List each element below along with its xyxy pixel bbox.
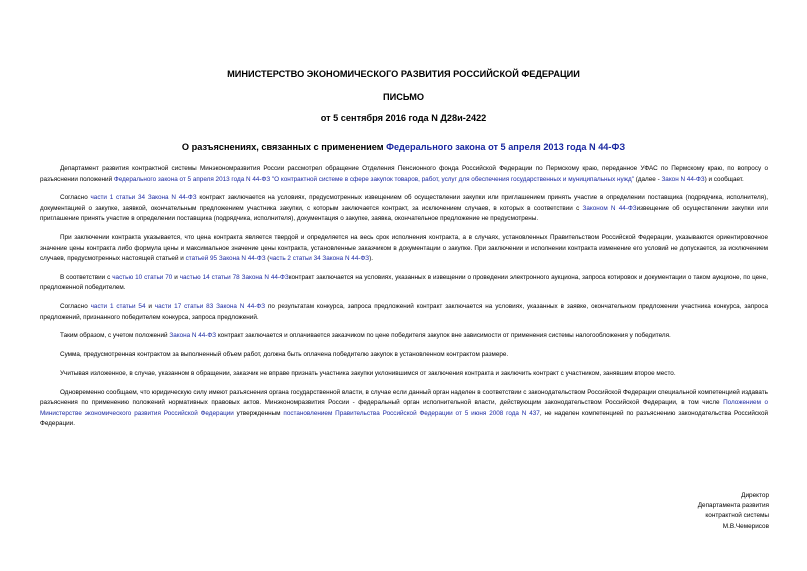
text: ) и сообщает. <box>704 175 744 183</box>
document-type: ПИСЬМО <box>382 92 425 102</box>
document-date-number: от 5 сентября 2016 года N Д28и-2422 <box>320 113 487 123</box>
signature-department: Департамента развития <box>697 502 769 510</box>
text: Согласно <box>60 194 91 202</box>
text: (далее - <box>633 175 662 183</box>
signature-department-cont: контрактной системы <box>705 512 769 520</box>
law-link[interactable]: Законом N 44-ФЗ <box>582 204 637 212</box>
law-link[interactable]: статьей 95 Закона N 44-ФЗ <box>185 255 266 263</box>
text: и <box>172 273 180 281</box>
paragraph-2 <box>40 193 768 225</box>
paragraph-9 <box>40 388 768 430</box>
text: и <box>145 303 155 311</box>
text: ( <box>265 255 270 263</box>
paragraph-8: Учитывая изложенное, в случае, указанном в обращении, заказчик не вправе признать участника закупки уклонившимся от заключения контракта и заключить контракт с участником, занявшим второе место. <box>60 370 676 378</box>
signature-name: М.В.Чемерисов <box>722 522 769 530</box>
subject-text: О разъяснениях, связанных с применением <box>181 142 387 152</box>
signature-block <box>698 491 769 532</box>
subject-law-link[interactable]: Федерального закона от 5 апреля 2013 года N 44-ФЗ <box>386 142 626 152</box>
text: ). <box>369 255 374 263</box>
text: Согласно <box>60 303 91 311</box>
text: контракт заключается на условиях, предусмотренных извещением об осуществлении закупки или приглашением принять участие в определении поставщика (подрядчика, исполнителя), документацией о закупке, заявкой, окончательным предложением участника закупки, с которым заключается контракт, за исключением случаев, в которых в соответствии с <box>40 194 768 212</box>
law-link[interactable]: Закона N 44-ФЗ <box>169 332 217 340</box>
law-link[interactable]: частью 14 статьи 78 Закона N 44-ФЗ <box>179 273 289 281</box>
paragraph-6 <box>40 331 768 342</box>
paragraph-3 <box>40 233 768 265</box>
text: извещение об осуществлении закупки или приглашение принять участие в определении поставщика (подрядчика, исполнителя), документация о закупке, заявка, окончательное предложение не предусмотрены. <box>40 204 769 223</box>
text: по результатам конкурса, запроса предложений контракт заключается на условиях, указанных в заявке, окончательном предложении участника конкурса, запроса предложений, признанного победителем конкурса, запроса предложений. <box>40 303 768 321</box>
law-link[interactable]: части 17 статьи 83 Закона N 44-ФЗ <box>154 303 266 311</box>
text: контракт заключается и оплачивается заказчиком по цене победителя закупок вне зависимости от применения системы налогообложения у победителя. <box>216 332 671 340</box>
paragraph-5 <box>40 302 768 323</box>
law-link[interactable]: части 1 статьи 34 Закона N 44-ФЗ <box>90 194 197 202</box>
text: При заключении контракта указывается, что цена контракта является твердой и определяется на весь срок исполнения контракта, а в случаях, установленных Правительством Российской Федерации, указываются ориентировочное значение цены контракта либо формула цены и максимальное значение цены контракта, установленные заказчиком в документации о закупке. При заключении и исполнении контракта изменение его условий не допускается, за исключением случаев, предусмотренных настоящей статьей и <box>40 234 768 263</box>
resolution-link[interactable]: постановлением Правительства Российской Федерации от 5 июня 2008 года N 437 <box>283 409 540 417</box>
letter-body <box>40 164 768 438</box>
text: , не наделен компетенцией по разъяснению законодательства Российской Федерации. <box>40 409 769 428</box>
text: Департамент развития контрактной системы Минэкономразвития России рассмотрел обращение Отделения Пенсионного фонда Российской Федерации по Пермскому краю, переданное УФАС по Пермскому краю, по вопросу о разъяснении положений <box>40 165 768 183</box>
signature-position: Директор <box>741 492 769 499</box>
text: контракт заключается на условиях, указанных в извещении о проведении электронного аукциона, запроса котировок и документации о таком аукционе, по цене, предложенной победителем. <box>40 273 768 292</box>
paragraph-1 <box>40 164 768 185</box>
regulation-link[interactable]: Положением о Министерстве экономического развития Российской Федерации <box>40 399 768 417</box>
paragraph-7: Сумма, предусмотренная контрактом за выполненный объем работ, должна быть оплачена победителю закупок в установленном контрактом размере. <box>60 351 509 359</box>
law-link[interactable]: часть 2 статьи 34 Закона N 44-ФЗ <box>269 255 370 263</box>
law-link[interactable]: Федерального закона от 5 апреля 2013 года N 44-ФЗ "О контрактной системе в сфере закупок товаров, работ, услуг для обеспечения государственных и муниципальных нужд" <box>113 175 634 183</box>
ministry-title: МИНИСТЕРСТВО ЭКОНОМИЧЕСКОГО РАЗВИТИЯ РОССИЙСКОЙ ФЕДЕРАЦИИ <box>227 69 580 79</box>
paragraph-4 <box>40 273 768 294</box>
law-link[interactable]: частью 10 статьи 70 <box>112 273 173 281</box>
law-link[interactable]: Закон N 44-ФЗ <box>661 175 705 183</box>
text: утвержденным <box>233 409 284 417</box>
text: Одновременно сообщаем, что юридическую силу имеют разъяснения органа государственной власти, в случае если данный орган наделен в соответствии с законодательством Российской Федерации специальной компетенцией издавать разъяснения по применению положений нормативных правовых актов. Минэкономразвития России - федеральный орган исполнительной власти, действующим законодательством Российской Федерации, в том числе <box>40 388 768 407</box>
document-subject <box>0 142 807 152</box>
law-link[interactable]: части 1 статьи 54 <box>90 303 146 311</box>
text: В соответствии с <box>60 273 113 281</box>
text: Таким образом, с учетом положений <box>60 332 170 340</box>
